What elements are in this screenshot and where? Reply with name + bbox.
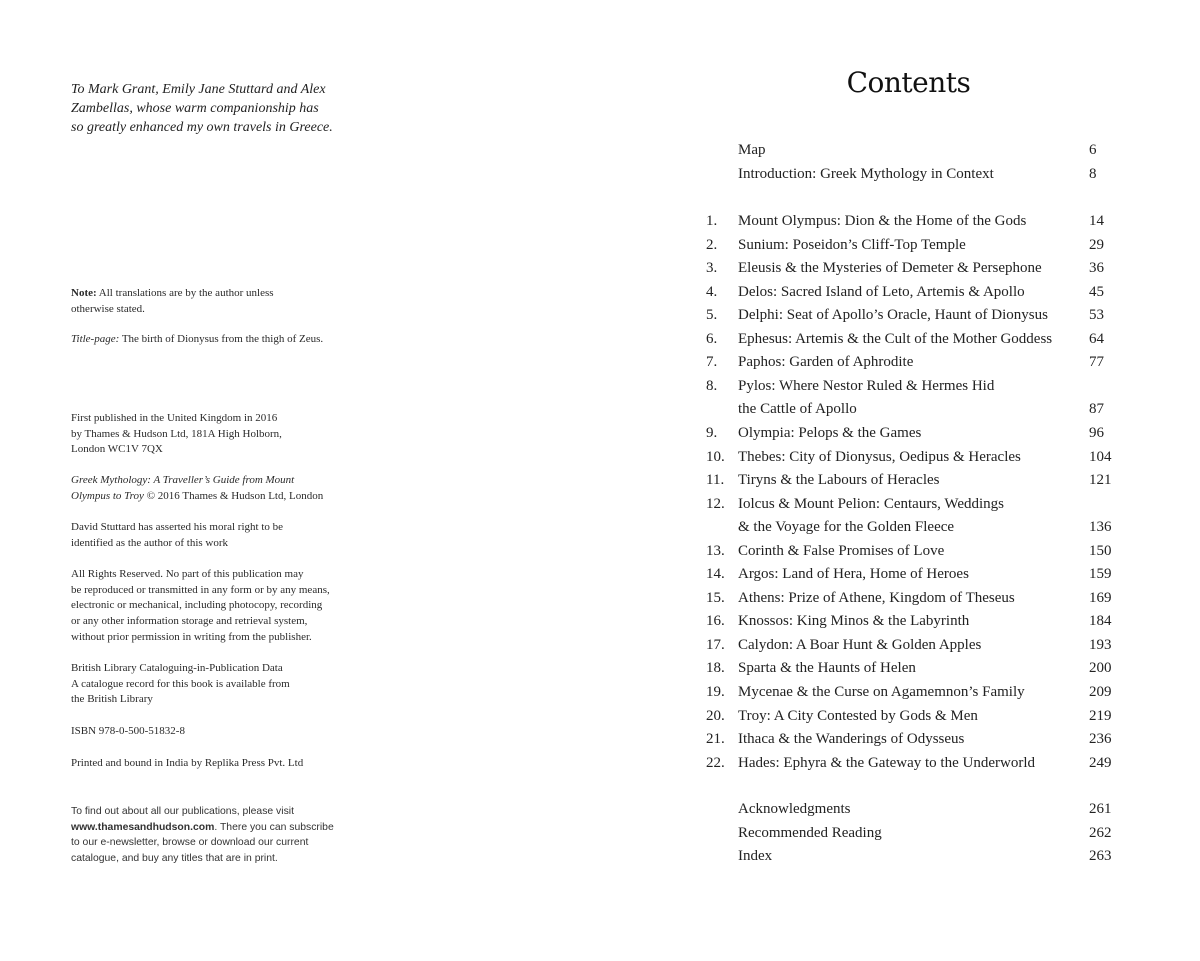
british-library-line: British Library Cataloguing-in-Publication Data	[71, 662, 283, 674]
rights-line: or any other information storage and retrieval system,	[71, 615, 308, 628]
toc-entry-title[interactable]: Index	[738, 848, 773, 865]
toc-page-number: 53	[1089, 307, 1104, 324]
contents-page	[600, 0, 1200, 961]
toc-chapter-item[interactable]	[600, 540, 1200, 563]
publisher-line: To find out about all our publications, please visit	[71, 806, 294, 817]
toc-chapter-item[interactable]	[600, 375, 1200, 398]
toc-entry-title[interactable]: Mycenae & the Curse on Agamemnon’s Family	[738, 684, 1025, 700]
toc-entry-title[interactable]: Paphos: Garden of Aphrodite	[738, 354, 914, 371]
toc-entry-title[interactable]: Olympia: Pelops & the Games	[738, 424, 922, 441]
toc-back-matter-item[interactable]	[600, 822, 1200, 845]
publisher-line: . There you can subscribe	[214, 821, 334, 833]
toc-page-number: 200	[1089, 660, 1112, 677]
toc-chapter-item-continued[interactable]	[600, 516, 1200, 539]
note-label: Note:	[71, 287, 97, 299]
toc-chapter-item[interactable]	[600, 681, 1200, 704]
note-text: All translations are by the author unless	[96, 287, 274, 299]
publisher-info	[71, 804, 334, 867]
toc-entry-title[interactable]: & the Voyage for the Golden Fleece	[738, 519, 955, 536]
toc-entry-title[interactable]: Mount Olympus: Dion & the Home of the Gods	[738, 213, 1027, 229]
toc-entry-title[interactable]: Corinth & False Promises of Love	[738, 542, 945, 559]
toc-entry-title[interactable]: Sunium: Poseidon’s Cliff-Top Temple	[738, 236, 966, 253]
toc-page-number: 8	[1089, 165, 1097, 182]
toc-page-number: 236	[1089, 731, 1112, 748]
chapter-number: 4.	[706, 283, 718, 300]
toc-page-number: 6	[1089, 142, 1097, 158]
chapter-number: 8.	[706, 377, 718, 394]
british-library-data	[71, 661, 290, 708]
toc-chapter-item[interactable]	[600, 304, 1200, 327]
rights-reserved	[71, 567, 330, 646]
first-published	[71, 411, 282, 458]
chapter-number: 12.	[706, 495, 725, 512]
toc-chapter-item[interactable]	[600, 563, 1200, 586]
toc-entry-title[interactable]: Eleusis & the Mysteries of Demeter & Persephone	[738, 260, 1042, 277]
toc-entry-title[interactable]: Ithaca & the Wanderings of Odysseus	[738, 731, 965, 748]
toc-page-number: 263	[1089, 848, 1112, 865]
toc-chapter-item[interactable]	[600, 493, 1200, 516]
toc-page-number: 249	[1089, 754, 1112, 771]
chapter-number: 2.	[706, 236, 718, 253]
toc-entry-title[interactable]: Athens: Prize of Athene, Kingdom of Theseus	[738, 589, 1015, 606]
toc-page-number: 104	[1089, 448, 1112, 465]
book-copyright	[71, 473, 323, 504]
toc-chapter-item[interactable]	[600, 234, 1200, 257]
toc-front-matter-item[interactable]	[600, 139, 1200, 162]
book-title-line: Greek Mythology: A Traveller’s Guide from Mount	[71, 474, 295, 486]
toc-chapter-item[interactable]	[600, 446, 1200, 469]
toc-page-number: 193	[1089, 636, 1112, 653]
toc-entry-title[interactable]: Calydon: A Boar Hunt & Golden Apples	[738, 636, 982, 653]
toc-chapter-item[interactable]	[600, 728, 1200, 751]
chapter-number: 6.	[706, 330, 718, 347]
chapter-number: 7.	[706, 354, 718, 371]
toc-page-number: 45	[1089, 283, 1104, 300]
toc-chapter-item[interactable]	[600, 657, 1200, 680]
toc-chapter-item[interactable]	[600, 610, 1200, 633]
toc-back-matter-item[interactable]	[600, 845, 1200, 868]
chapter-number: 22.	[706, 754, 725, 771]
toc-chapter-item[interactable]	[600, 752, 1200, 775]
copyright-text: © 2016 Thames & Hudson Ltd, London	[143, 489, 324, 502]
first-published-line: London WC1V 7QX	[71, 443, 163, 456]
toc-chapter-item[interactable]	[600, 351, 1200, 374]
chapter-number: 21.	[706, 731, 725, 748]
chapter-number: 13.	[706, 542, 725, 559]
first-published-line: by Thames & Hudson Ltd, 181A High Holborn,	[71, 427, 282, 440]
toc-page-number: 87	[1089, 401, 1104, 418]
toc-entry-title[interactable]: Iolcus & Mount Pelion: Centaurs, Weddings	[738, 495, 1005, 512]
chapter-number: 5.	[706, 307, 718, 324]
toc-entry-title[interactable]: the Cattle of Apollo	[738, 401, 857, 418]
toc-entry-title[interactable]: Sparta & the Haunts of Helen	[738, 660, 916, 677]
toc-page-number: 159	[1089, 566, 1112, 583]
toc-page-number: 136	[1089, 519, 1112, 536]
chapter-number: 14.	[706, 566, 725, 583]
isbn: ISBN 978-0-500-51832-8	[71, 725, 185, 737]
toc-entry-title[interactable]: Delphi: Seat of Apollo’s Oracle, Haunt of Dionysus	[738, 307, 1048, 324]
chapter-number: 10.	[706, 448, 725, 465]
toc-chapter-item[interactable]	[600, 587, 1200, 610]
toc-entry-title[interactable]: Pylos: Where Nestor Ruled & Hermes Hid	[738, 377, 995, 394]
toc-page-number: 169	[1089, 589, 1112, 606]
translation-note	[71, 286, 274, 317]
toc-page-number: 36	[1089, 260, 1104, 277]
toc-entry-title[interactable]: Delos: Sacred Island of Leto, Artemis & Apollo	[738, 283, 1025, 300]
title-page-credit	[71, 332, 323, 348]
toc-entry-title[interactable]: Troy: A City Contested by Gods & Men	[738, 707, 978, 724]
chapter-number: 16.	[706, 613, 725, 630]
moral-right-line: identified as the author of this work	[71, 536, 229, 549]
toc-page-number: 150	[1089, 542, 1112, 559]
toc-entry-title[interactable]: Introduction: Greek Mythology in Context	[738, 165, 994, 182]
toc-page-number: 121	[1089, 472, 1112, 489]
toc-page-number: 29	[1089, 236, 1104, 253]
title-page-label: Title-page:	[71, 333, 120, 345]
chapter-number: 9.	[706, 424, 718, 441]
moral-right	[71, 520, 283, 551]
toc-chapter-item[interactable]	[600, 469, 1200, 492]
chapter-number: 19.	[706, 684, 725, 700]
toc-page-number: 14	[1089, 213, 1104, 229]
toc-page-number: 209	[1089, 684, 1112, 700]
rights-line: electronic or mechanical, including photocopy, recording	[71, 599, 323, 612]
first-published-line: First published in the United Kingdom in 2016	[71, 412, 278, 424]
chapter-number: 1.	[706, 213, 718, 229]
toc-chapter-item-continued[interactable]	[600, 398, 1200, 421]
publisher-line: catalogue, and buy any titles that are in print.	[71, 853, 278, 865]
toc-chapter-item[interactable]	[600, 705, 1200, 728]
toc-page-number: 219	[1089, 707, 1112, 724]
toc-chapter-item[interactable]	[600, 281, 1200, 304]
toc-entry-title[interactable]: Map	[738, 142, 766, 158]
toc-page-number: 77	[1089, 354, 1104, 371]
toc-entry-title[interactable]: Knossos: King Minos & the Labyrinth	[738, 613, 970, 630]
toc-entry-title[interactable]: Ephesus: Artemis & the Cult of the Mother Goddess	[738, 330, 1053, 347]
rights-line: be reproduced or transmitted in any form or by any means,	[71, 583, 330, 596]
toc-back-matter-item[interactable]	[600, 798, 1200, 821]
toc-page-number: 184	[1089, 613, 1112, 630]
title-page-text: The birth of Dionysus from the thigh of Zeus.	[119, 333, 324, 345]
toc-chapter-item[interactable]	[600, 634, 1200, 657]
toc-front-matter-item[interactable]	[600, 163, 1200, 186]
contents-heading: Contents	[846, 66, 971, 99]
moral-right-line: David Stuttard has asserted his moral right to be	[71, 521, 284, 533]
toc-entry-title[interactable]: Argos: Land of Hera, Home of Heroes	[738, 566, 969, 583]
toc-chapter-item[interactable]	[600, 422, 1200, 445]
dedication-line: To Mark Grant, Emily Jane Stuttard and Alex	[71, 82, 326, 97]
toc-entry-title[interactable]: Thebes: City of Dionysus, Oedipus & Heracles	[738, 448, 1021, 465]
toc-chapter-item[interactable]	[600, 328, 1200, 351]
chapter-number: 15.	[706, 589, 725, 606]
toc-entry-title[interactable]: Hades: Ephyra & the Gateway to the Underworld	[738, 754, 1035, 771]
toc-page-number: 96	[1089, 424, 1104, 441]
rights-line: without prior permission in writing from the publisher.	[71, 630, 312, 643]
dedication	[71, 80, 371, 137]
dedication-line: Zambellas, whose warm companionship has	[71, 101, 319, 116]
chapter-number: 20.	[706, 707, 725, 724]
chapter-number: 18.	[706, 660, 725, 677]
toc-page-number: 261	[1089, 801, 1112, 817]
toc-chapter-item[interactable]	[600, 257, 1200, 280]
toc-entry-title[interactable]: Tiryns & the Labours of Heracles	[738, 472, 940, 489]
printed-by: Printed and bound in India by Replika Press Pvt. Ltd	[71, 757, 304, 769]
publisher-line: to our e-newsletter, browse or download our current	[71, 837, 309, 849]
note-text: otherwise stated.	[71, 302, 145, 315]
chapter-number: 3.	[706, 260, 718, 277]
toc-entry-title[interactable]: Recommended Reading	[738, 824, 882, 841]
british-library-line: the British Library	[71, 693, 153, 706]
toc-page-number: 64	[1089, 330, 1104, 347]
chapter-number: 11.	[706, 472, 725, 489]
toc-chapter-item[interactable]	[600, 210, 1200, 233]
rights-line: All Rights Reserved. No part of this publication may	[71, 568, 304, 580]
chapter-number: 17.	[706, 636, 725, 653]
book-title-line: Olympus to Troy	[71, 489, 144, 502]
british-library-line: A catalogue record for this book is available from	[71, 677, 290, 690]
publisher-url[interactable]: www.thamesandhudson.com	[71, 821, 215, 833]
toc-entry-title[interactable]: Acknowledgments	[738, 801, 851, 817]
dedication-line: so greatly enhanced my own travels in Greece.	[71, 120, 333, 135]
toc-page-number: 262	[1089, 824, 1112, 841]
